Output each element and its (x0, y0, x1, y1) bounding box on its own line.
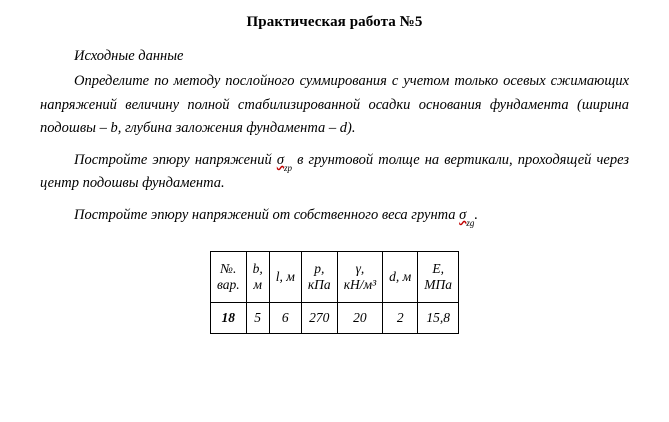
sigma-glyph: σ (276, 151, 284, 168)
header-cell-d (383, 252, 418, 303)
header-line-1: l, м (275, 269, 295, 285)
paragraph-plot-zp-part2: в грунтовой толще на вертикали, проходящей через центр подошвы фундамента. (40, 151, 629, 192)
symbol-sigma-zg (459, 206, 475, 228)
header-line-1: №. (220, 261, 237, 277)
symbol-sigma-zp (276, 151, 292, 173)
header-line-2: кПа (307, 277, 331, 293)
paragraph-task-description: Определите по методу послойного суммирования с учетом только осевых сжимающих напряжений величину полной стабилизированной осадки основания фундамента (ширина подошвы – b, глубина заложения фундамента – d). (40, 73, 629, 137)
header-line-1: p, (314, 261, 325, 277)
cell-l: 6 (269, 303, 301, 334)
header-cell-e (418, 252, 459, 303)
header-line-2: МПа (424, 277, 453, 293)
paragraph-initial-data: Исходные данные (74, 48, 184, 64)
variant-table (210, 251, 459, 334)
sigma-zp-subscript: zp (283, 162, 292, 173)
cell-p: 270 (301, 303, 337, 334)
table-header-row (210, 252, 458, 303)
header-line-1: E, (432, 261, 444, 277)
header-line-1: b, (252, 261, 263, 277)
paragraph-plot-zp-part1: Постройте эпюру напряжений (74, 151, 277, 168)
cell-e: 15,8 (418, 303, 459, 334)
sigma-glyph: σ (459, 206, 467, 223)
header-cell-b (246, 252, 269, 303)
header-line-2: кН/м³ (343, 277, 377, 293)
sigma-zg-subscript: zg (466, 217, 475, 228)
paragraph-plot-zg-part2: . (474, 206, 478, 223)
header-line-1: d, м (389, 269, 412, 285)
page-title: Практическая работа №5 (246, 14, 423, 30)
cell-gamma: 20 (337, 303, 382, 334)
cell-variant: 18 (210, 303, 246, 334)
header-cell-variant (210, 252, 246, 303)
paragraph-plot-zg-part1: Постройте эпюру напряжений от собственного веса грунта (74, 206, 460, 223)
cell-b: 5 (246, 303, 269, 334)
header-line-2: вар. (216, 277, 240, 293)
paragraph-plot-zg (40, 204, 629, 227)
header-line-2: м (253, 277, 262, 293)
paragraph-plot-zp (40, 149, 629, 196)
header-cell-gamma (337, 252, 382, 303)
header-line-1: γ, (355, 261, 365, 277)
table-row (210, 303, 458, 334)
header-cell-p (301, 252, 337, 303)
variant-table-container (40, 251, 629, 334)
header-cell-l (269, 252, 301, 303)
cell-d: 2 (383, 303, 418, 334)
